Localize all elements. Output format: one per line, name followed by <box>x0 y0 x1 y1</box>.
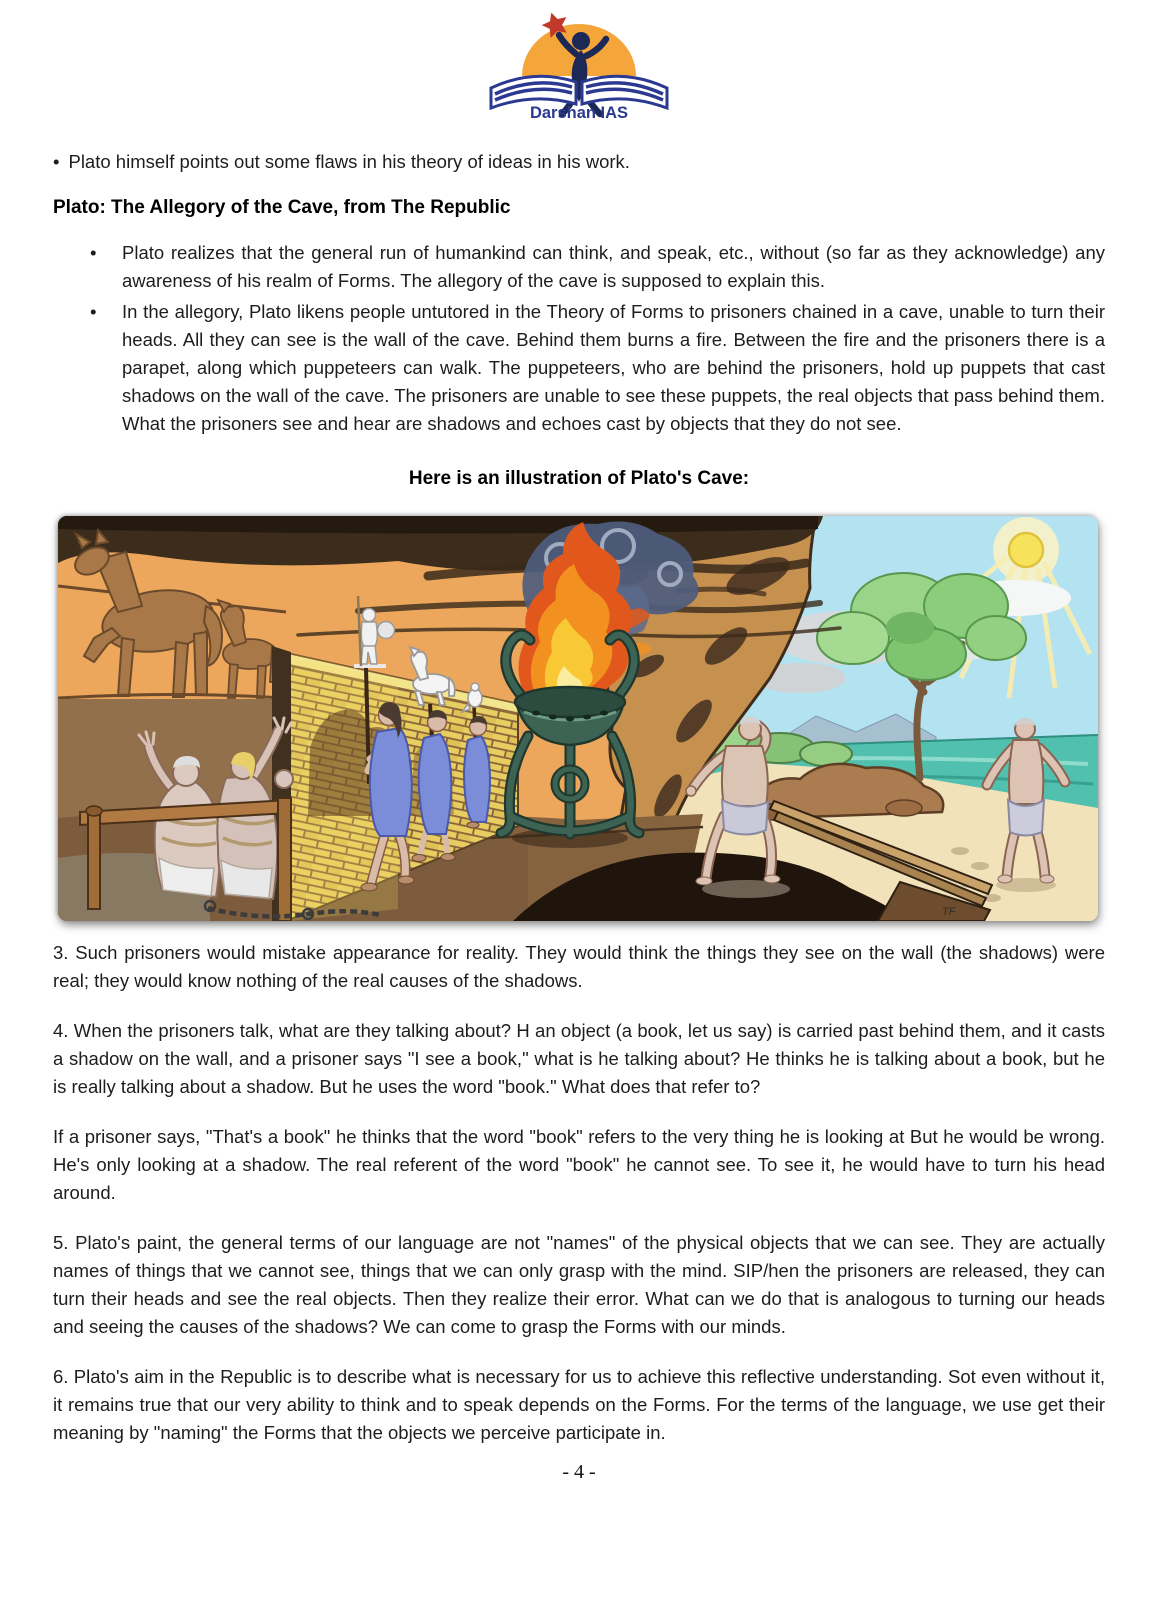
platos-cave-illustration <box>58 516 1098 921</box>
bullet-marker: • <box>53 151 60 172</box>
paragraph-book: If a prisoner says, "That's a book" he thinks that the word "book" refers to the very thing he is looking at But he would be wrong. He's only looking at a shadow. The real referent of the word "book" he cannot see. To see it, he would have to turn his head around. <box>53 1126 1105 1203</box>
bullet-marker: • <box>90 301 97 322</box>
bullet-text: In the allegory, Plato likens people untutored in the Theory of Forms to prisoners chained in a cave, unable to turn their heads. All they can see is the wall of the cave. Behind them burns a fire. Between the fire and the prisoners there is a parapet, along which puppeteers can walk. The puppeteers, who are behind the prisoners, hold up puppets that cast shadows on the wall of the cave. The prisoners are unable to see these puppets, the real objects that pass behind them. What the prisoners see and hear are shadows and echoes cast by objects that they do not see. <box>122 301 1105 434</box>
section-heading: Plato: The Allegory of the Cave, from The Republic <box>53 197 511 218</box>
list-item <box>53 239 1105 295</box>
rail-post <box>278 798 291 921</box>
list-item <box>53 298 1105 438</box>
bullet-text: Plato realizes that the general run of humankind can think, and speak, etc., without (so far as they acknowledge) any awareness of his realm of Forms. The allegory of the cave is supposed to explain this. <box>122 242 1105 291</box>
logo <box>53 8 1105 125</box>
paragraph-5: 5. Plato's paint, the general terms of our language are not "names" of the physical objects that we can see. They are actually names of things that we cannot see, things that we can only grasp with the mind. SIP/hen the prisoners are released, they can turn their heads and see the real objects. Then they realize their error. What can we do that is analogous to turning our heads and seeing the causes of the shadows? We can come to grasp the Forms with our minds. <box>53 1232 1105 1337</box>
darshan-ias-logo-icon <box>479 8 679 120</box>
rail-post <box>88 812 100 909</box>
logo-text: Darshan IAS <box>529 104 629 120</box>
artist-signature: TF <box>942 906 956 918</box>
paragraph-6: 6. Plato's aim in the Republic is to describe what is necessary for us to achieve this reflective understanding. Sot even without it, it remains true that our very ability to think and to speak depends on the Forms. For the terms of the language, we use get their meaning by "naming" the Forms that the objects we perceive participate in. <box>53 1366 1105 1443</box>
bullet-marker: • <box>90 242 97 263</box>
page-number: - 4 - <box>562 1461 596 1483</box>
cave-scene <box>58 516 1098 921</box>
bullet-list <box>53 239 1105 438</box>
intro-bullet-text: Plato himself points out some flaws in his theory of ideas in his work. <box>68 151 630 172</box>
paragraph-3: 3. Such prisoners would mistake appearance for reality. They would think the things they see on the wall (the shadows) were real; they would know nothing of the real causes of the shadows. <box>53 942 1105 991</box>
intro-bullet-line <box>53 151 1105 173</box>
illustration-heading: Here is an illustration of Plato's Cave: <box>408 468 750 489</box>
paragraph-4: 4. When the prisoners talk, what are they talking about? H an object (a book, let us say) is carried past behind them, and it casts a shadow on the wall, and a prisoner says "I see a book," what is he talking about? He thinks he is talking about a book, but he is really talking about a shadow. But he uses the word "book." What does that refer to? <box>53 1020 1105 1097</box>
